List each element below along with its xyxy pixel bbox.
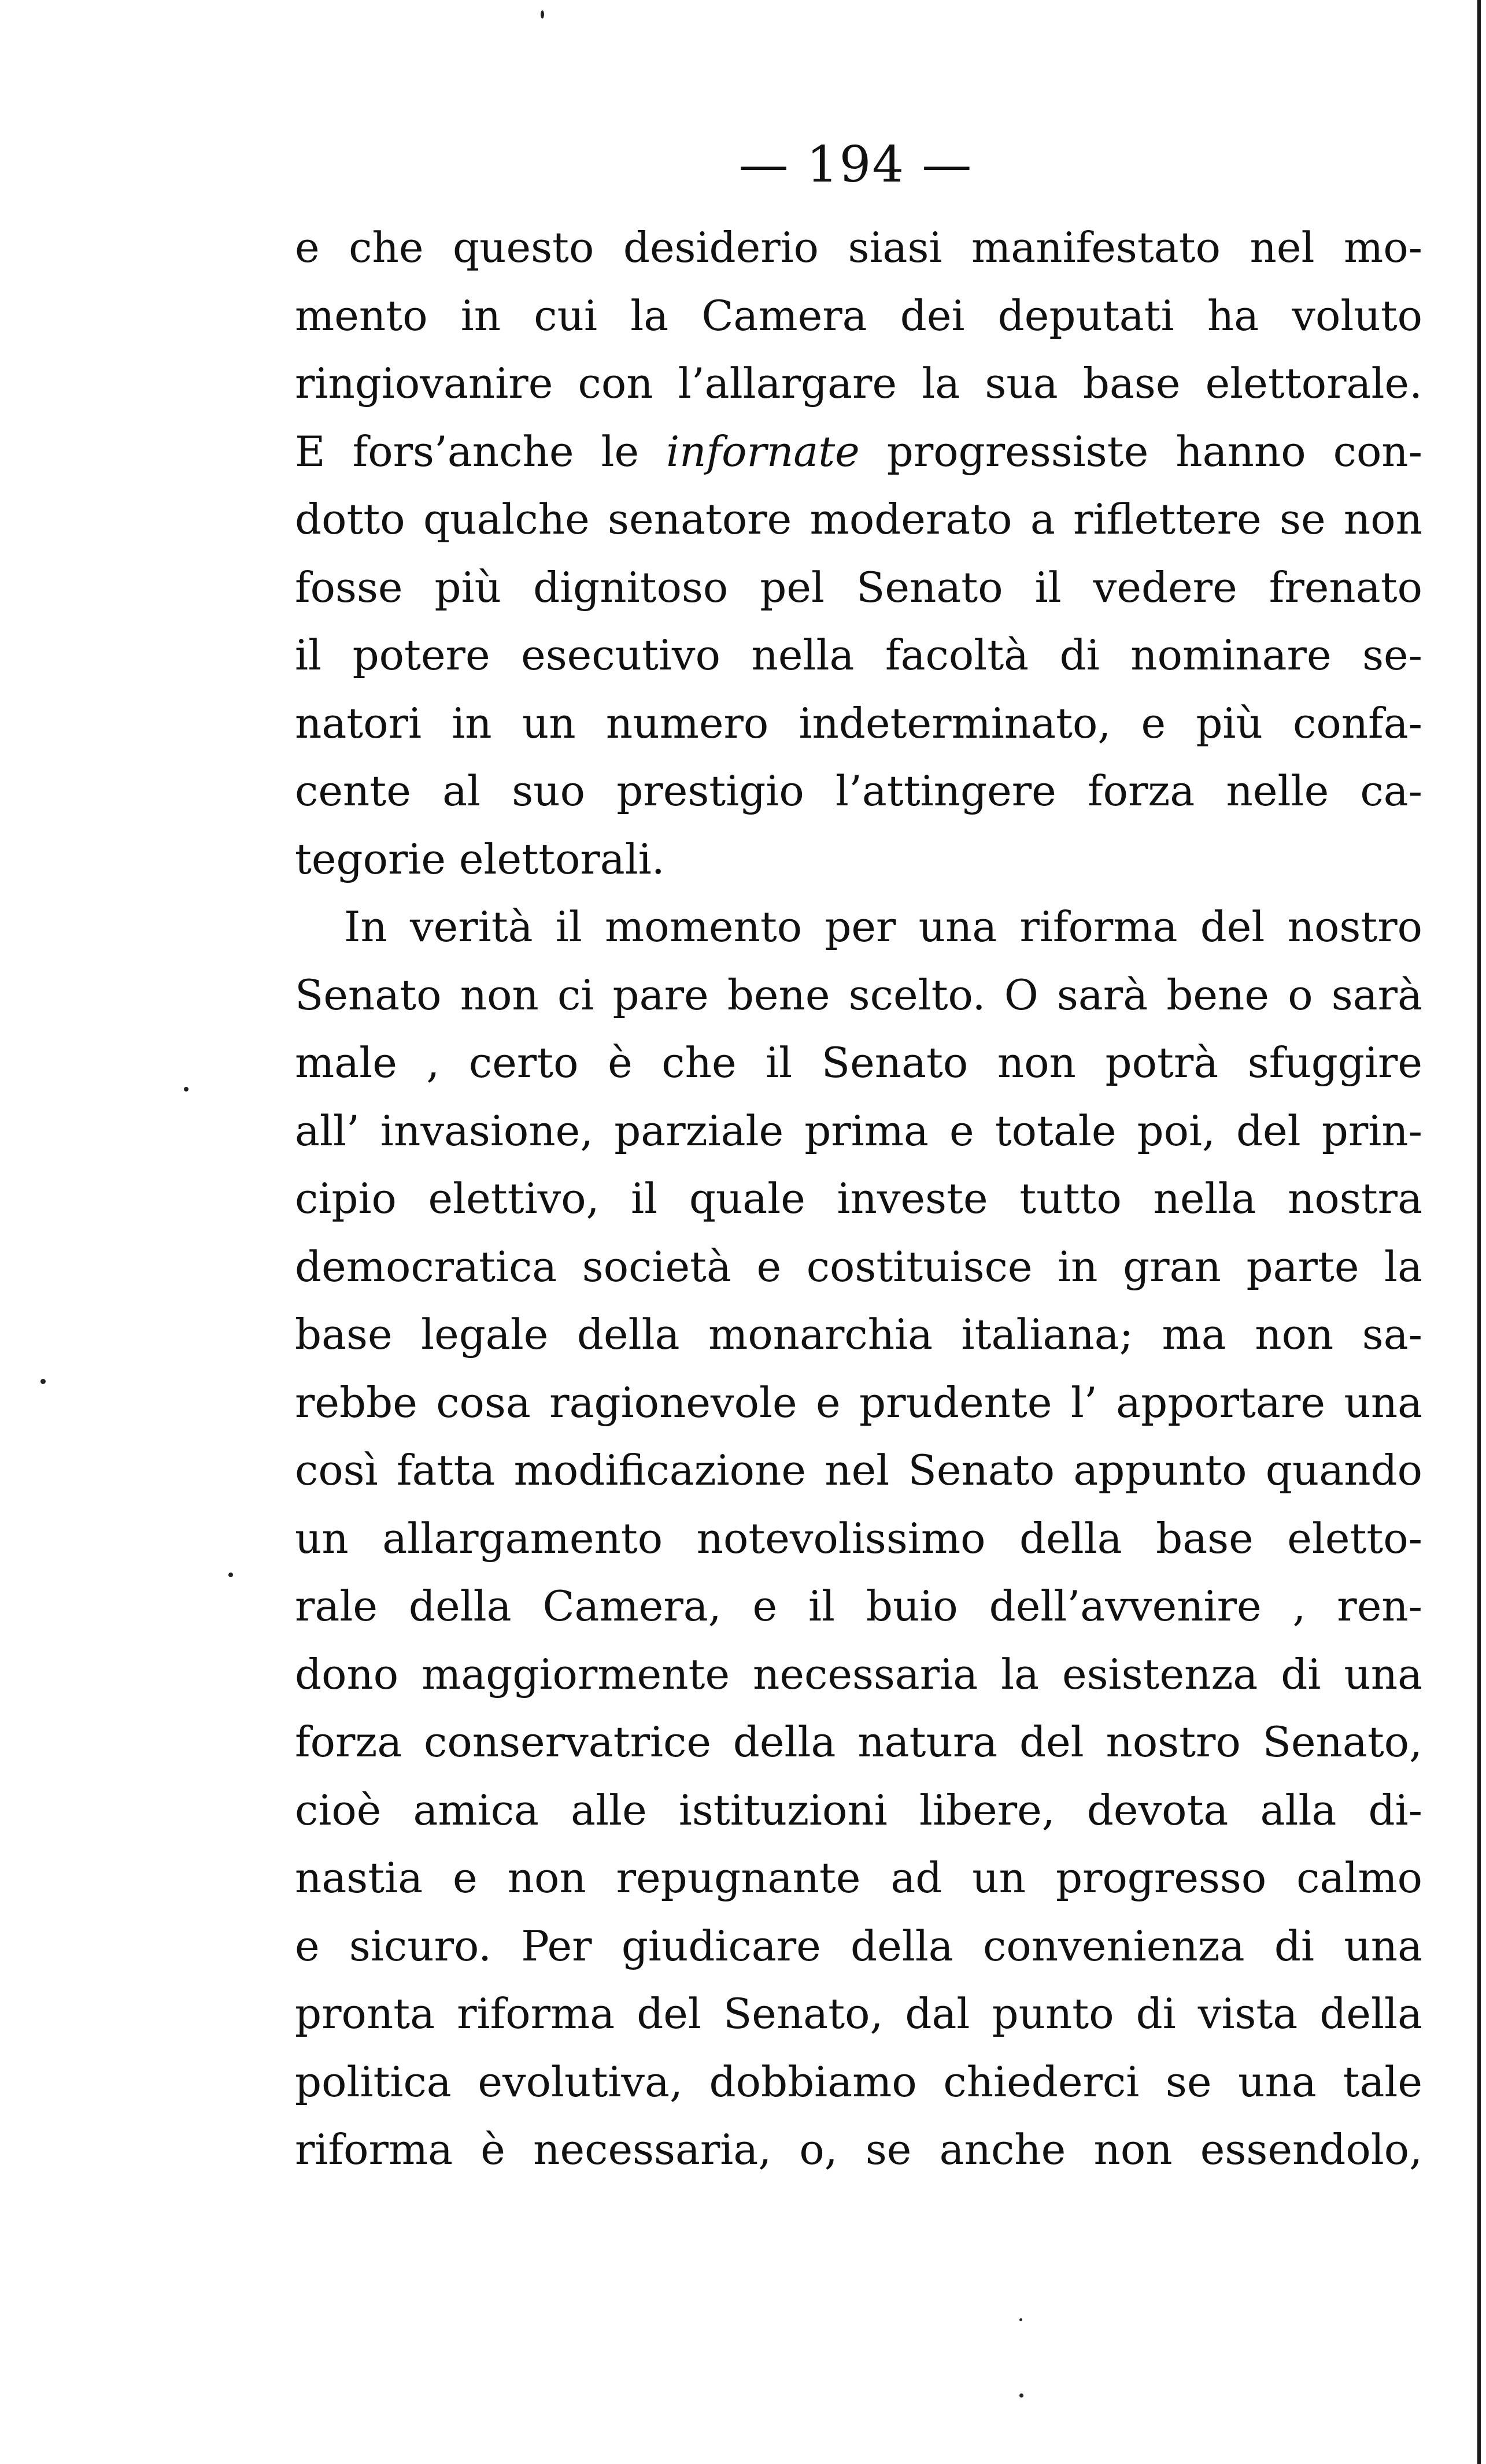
text-line-11: In verità il momento per una riforma del nostro: [344, 902, 1422, 951]
body-text: [295, 214, 1422, 2184]
page-edge-rule: [1477, 0, 1481, 2464]
text-line-15: cipio elettivo, il quale investe tutto nella nostra: [295, 1174, 1422, 1223]
text-line-9: cente al suo prestigio l’attingere forza nelle ca-: [295, 767, 1422, 815]
text-line-17: base legale della monarchia italiana; ma non sa-: [295, 1310, 1422, 1359]
text-line-18: rebbe cosa ragionevole e prudente l’ apportare una: [295, 1378, 1422, 1427]
scan-speck: [40, 1379, 46, 1384]
text-line-23: forza conservatrice della natura del nostro Senato,: [295, 1718, 1422, 1766]
scan-speck: [1019, 2318, 1022, 2321]
text-line-27: pronta riforma del Senato, dal punto di vista della: [295, 1989, 1422, 2038]
text-line-20: un allargamento notevolissimo della base eletto-: [295, 1514, 1422, 1563]
text-line-4: [295, 418, 1422, 486]
text-line-6: fosse più dignitoso pel Senato il vedere frenato: [295, 563, 1422, 612]
text-line-7: il potere esecutivo nella facoltà di nominare se-: [295, 631, 1422, 679]
text-line-22: dono maggiormente necessaria la esistenza di una: [295, 1649, 1422, 1699]
text-line-2: mento in cui la Camera dei deputati ha voluto: [295, 291, 1422, 340]
text-line-29: riforma è necessaria, o, se anche non essendolo,: [295, 2125, 1422, 2174]
scan-speck: [541, 10, 544, 19]
text-line-24: cioè amica alle istituzioni libere, devota alla di-: [295, 1785, 1422, 1834]
scan-speck: [228, 1573, 233, 1577]
text-line-26: e sicuro. Per giudicare della convenienza di una: [295, 1921, 1422, 1970]
page-number-header: — 194 —: [738, 136, 973, 194]
text-line-10: tegorie elettorali.: [295, 834, 665, 883]
scan-speck: [1019, 2393, 1023, 2398]
scan-speck: [184, 1087, 188, 1092]
text-line-25: nastia e non repugnante ad un progresso calmo: [295, 1853, 1422, 1902]
text-line-21: rale della Camera, e il buio dell’avvenire , ren-: [295, 1582, 1422, 1630]
text-line-16: democratica società e costituisce in gran parte la: [295, 1242, 1422, 1291]
text-line-13: male , certo è che il Senato non potrà sfuggire: [295, 1038, 1422, 1087]
text-line-3: ringiovanire con l’allargare la sua base elettorale.: [295, 359, 1422, 408]
text-line-5: dotto qualche senatore moderato a riflettere se non: [295, 495, 1422, 543]
italic-word-infornate: infornate: [666, 427, 860, 476]
text-line-19: così fatta modificazione nel Senato appunto quando: [295, 1446, 1422, 1494]
text-line-28: politica evolutiva, dobbiamo chiederci se una tale: [295, 2057, 1422, 2106]
text-line-4-end: progressiste hanno con-: [859, 427, 1422, 476]
text-line-12: Senato non ci pare bene scelto. O sarà bene o sarà: [295, 970, 1422, 1019]
text-line-1: e che questo desiderio siasi manifestato nel mo-: [295, 223, 1422, 272]
text-line-8: natori in un numero indeterminato, e più confa-: [295, 698, 1422, 748]
text-line-4-start: E fors’anche le: [295, 427, 667, 476]
text-line-14: all’ invasione, parziale prima e totale poi, del prin-: [295, 1106, 1422, 1155]
